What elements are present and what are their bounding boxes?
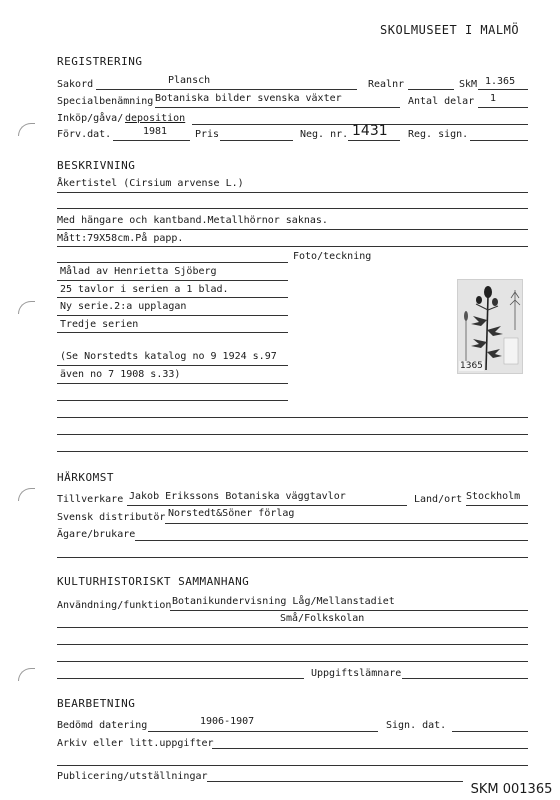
punch-hole [18, 668, 35, 681]
rule [57, 246, 528, 247]
sakord-value[interactable]: Plansch [168, 75, 211, 86]
neg-value[interactable]: 1431 [352, 123, 388, 139]
inkop-value[interactable]: deposition [125, 113, 186, 124]
sakord-line [96, 89, 357, 90]
landort-value[interactable]: Stockholm [466, 491, 521, 502]
antal-line [478, 107, 528, 108]
tillverkare-value[interactable]: Jakob Erikssons Botaniska väggtavlor [129, 491, 346, 502]
desc-line-1[interactable]: Med hängare och kantband.Metallhörnor saknas. [57, 215, 328, 226]
rule [57, 262, 288, 263]
sakord-label: Sakord [57, 79, 94, 90]
rule [57, 417, 528, 418]
forv-value[interactable]: 1981 [143, 126, 168, 137]
section-registrering: REGISTRERING [57, 55, 143, 68]
punch-hole [18, 488, 35, 501]
specialbenamning-line [155, 107, 400, 108]
sign-line [452, 731, 528, 732]
specialbenamning-value[interactable]: Botaniska bilder svenska växter [155, 93, 342, 104]
rule [57, 192, 528, 193]
arkiv-line [212, 748, 528, 749]
publicering-label: Publicering/utställningar [57, 771, 208, 782]
antal-label: Antal delar [408, 96, 475, 107]
datering-value[interactable]: 1906-1907 [200, 716, 255, 727]
info-line[interactable]: Tredje serien [60, 319, 139, 330]
section-bearbetning: BEARBETNING [57, 697, 136, 710]
antal-value[interactable]: 1 [490, 93, 497, 104]
regsign-label: Reg. sign. [408, 129, 469, 140]
arkiv-label: Arkiv eller litt.uppgifter [57, 738, 214, 749]
ref-line-2[interactable]: även no 7 1908 s.33) [60, 369, 181, 380]
info-line[interactable]: Målad av Henrietta Sjöberg [60, 266, 217, 277]
regsign-line [470, 140, 528, 141]
foto-label: Foto/teckning [293, 251, 372, 262]
rule [57, 678, 304, 679]
rule [57, 280, 288, 281]
punch-hole [18, 123, 35, 136]
tillverkare-label: Tillverkare [57, 494, 124, 505]
anvandning-value[interactable]: Botanikundervisning Låg/Mellanstadiet [172, 596, 395, 607]
rule [57, 434, 528, 435]
section-beskrivning: BESKRIVNING [57, 159, 136, 172]
rule [57, 315, 288, 316]
skm-label: SkM [459, 79, 478, 90]
datering-label: Bedömd datering [57, 720, 148, 731]
anvandning-value-2[interactable]: Små/Folkskolan [280, 613, 365, 624]
distributor-value[interactable]: Norstedt&Söner förlag [168, 508, 295, 519]
anvandning-label: Användning/funktion [57, 600, 172, 611]
rule [57, 297, 288, 298]
ref-line-1[interactable]: (Se Norstedts katalog no 9 1924 s.97 [60, 351, 277, 362]
tillverkare-line [127, 505, 407, 506]
rule [57, 627, 528, 628]
plant-name[interactable]: Åkertistel (Cirsium arvense L.) [57, 178, 244, 189]
rule [57, 644, 528, 645]
forv-label: Förv.dat. [57, 129, 112, 140]
skm-line [478, 89, 528, 90]
neg-label: Neg. nr. [300, 129, 349, 140]
datering-line [148, 731, 378, 732]
agare-label: Ägare/brukare [57, 529, 136, 540]
pris-label: Pris [195, 129, 220, 140]
specialbenamning-label: Specialbenämning [57, 96, 154, 107]
rule [57, 332, 288, 333]
photo-number: 1365 [460, 361, 483, 371]
realnr-line [408, 89, 454, 90]
agare-line [135, 540, 528, 541]
sign-label: Sign. dat. [386, 720, 447, 731]
rule [57, 365, 288, 366]
rule [57, 400, 288, 401]
rule [57, 557, 528, 558]
rule [57, 383, 288, 384]
desc-line-2[interactable]: Mått:79X58cm.På papp. [57, 233, 184, 244]
section-kultur: KULTURHISTORISKT SAMMANHANG [57, 575, 250, 588]
rule [57, 229, 528, 230]
plansch-photo[interactable] [457, 279, 523, 374]
forv-line [113, 140, 190, 141]
landort-line [466, 505, 528, 506]
rule [57, 765, 528, 766]
info-line[interactable]: Ny serie.2:a upplagan [60, 301, 187, 312]
uppgift-line [402, 678, 528, 679]
rule [57, 661, 528, 662]
skm-value[interactable]: 1.365 [485, 76, 516, 87]
distributor-line [165, 523, 528, 524]
punch-hole [18, 301, 35, 314]
rule [57, 208, 528, 209]
section-harkomst: HÄRKOMST [57, 471, 114, 484]
landort-label: Land/ort [414, 494, 463, 505]
distributor-label: Svensk distributör [57, 512, 166, 523]
pris-line [220, 140, 293, 141]
archive-stamp: SKM 001365 [463, 780, 560, 800]
thistle-illustration [458, 280, 522, 373]
realnr-label: Realnr [368, 79, 405, 90]
inkop-label: Inköp/gåva/ [57, 113, 124, 124]
uppgift-label: Uppgiftslämnare [311, 668, 402, 679]
anvandning-line [170, 610, 528, 611]
rule [57, 451, 528, 452]
info-line[interactable]: 25 tavlor i serien a 1 blad. [60, 284, 229, 295]
neg-line [348, 140, 400, 141]
museum-title: SKOLMUSEET I MALMÖ [380, 23, 520, 37]
